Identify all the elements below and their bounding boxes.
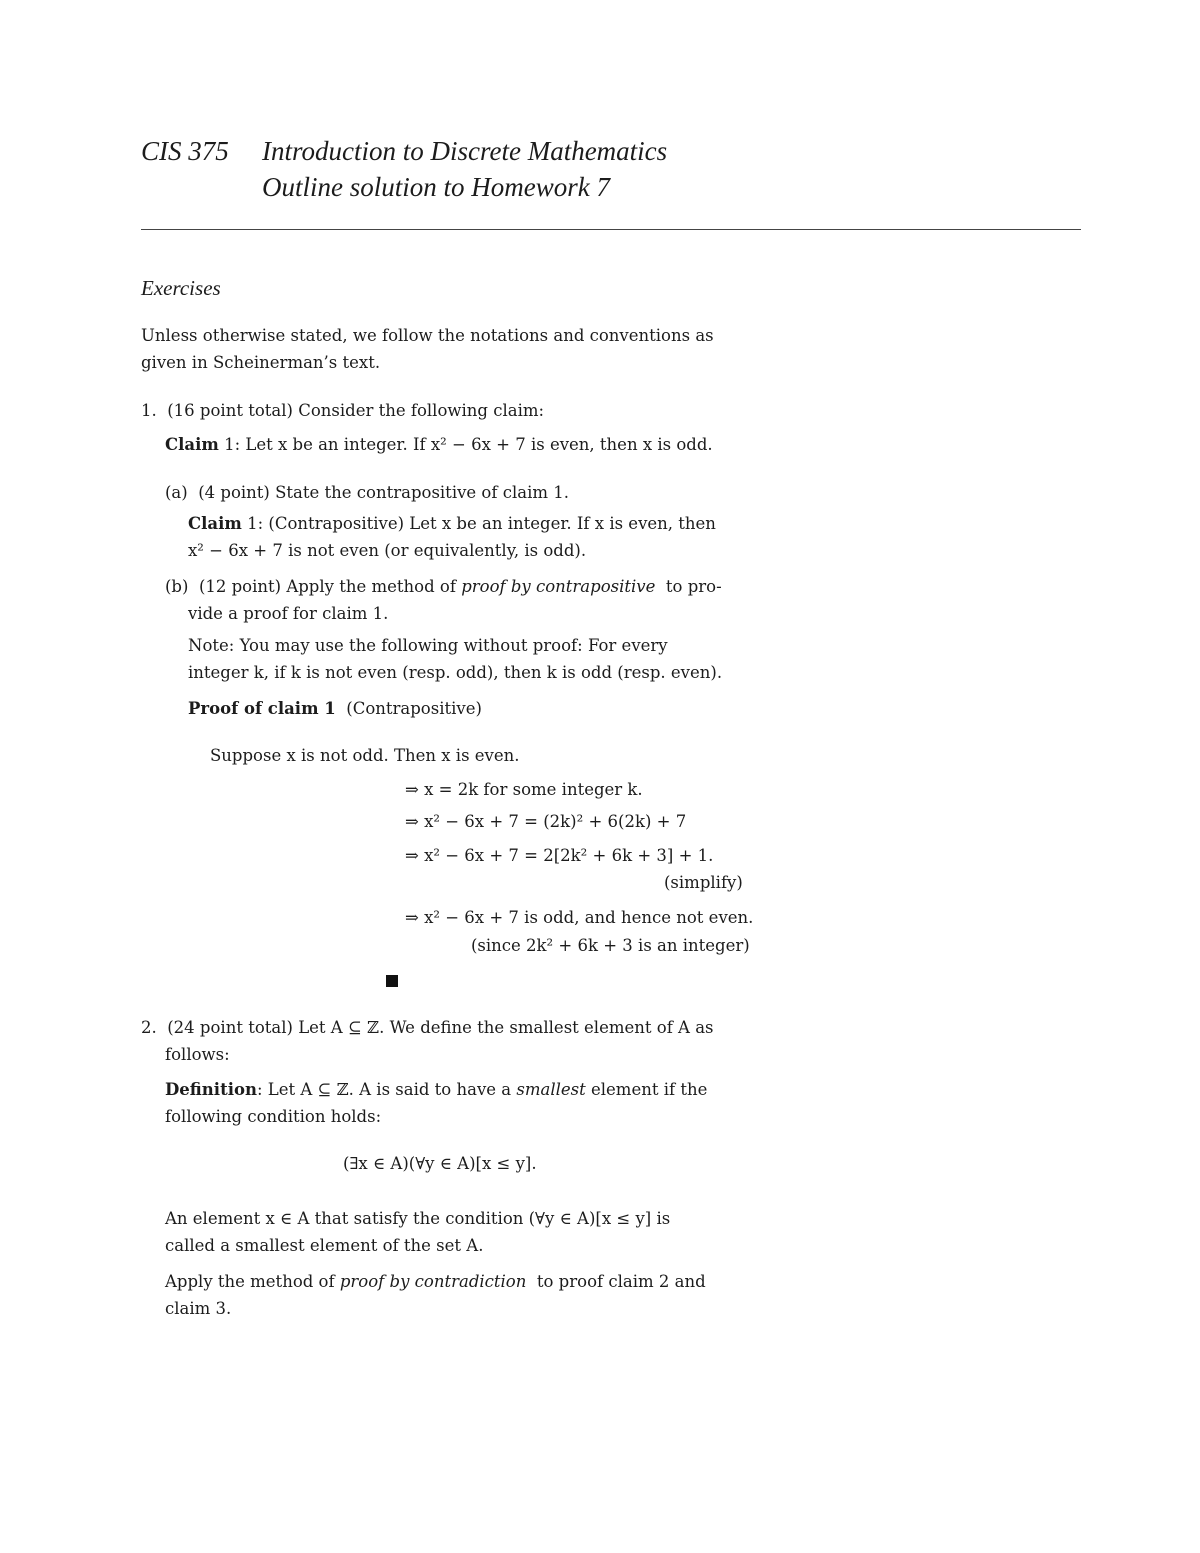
- element-line-1: An element x ∈ A that satisfy the condition (∀y ∈ A)[x ≤ y] is: [165, 1209, 671, 1228]
- problem-2-text: Let A ⊆ ℤ. We define the smallest element of A as: [298, 1018, 714, 1037]
- part-b-prompt-line-2: vide a proof for claim 1.: [188, 604, 389, 623]
- definition-word: smallest: [516, 1080, 586, 1099]
- proof-step-3: ⇒ x² − 6x + 7 = 2[2k² + 6k + 3] + 1.: [405, 846, 714, 865]
- part-b-prompt-line-1: [165, 577, 722, 596]
- proof-step-4: ⇒ x² − 6x + 7 is odd, and hence not even.: [405, 908, 754, 927]
- section-heading: Exercises: [141, 276, 221, 300]
- proof-step-2: ⇒ x² − 6x + 7 = (2k)² + 6(2k) + 7: [405, 812, 687, 831]
- apply-line-2: claim 3.: [165, 1299, 232, 1318]
- part-b-label: (b): [165, 577, 189, 596]
- part-b-method: proof by contrapositive: [461, 577, 656, 596]
- part-a-label: (a): [165, 483, 188, 502]
- proof-heading: [188, 699, 482, 718]
- proof-tag: (Contrapositive): [346, 699, 482, 718]
- problem-2-heading: [141, 1018, 714, 1037]
- element-line-2: called a smallest element of the set A.: [165, 1236, 484, 1255]
- problem-1-points: (16 point total): [167, 401, 293, 420]
- part-b-note-line-1: Note: You may use the following without proof: For every: [188, 636, 668, 655]
- problem-1-text: Consider the following claim:: [298, 401, 545, 420]
- definition-line-1: [165, 1080, 707, 1099]
- claim-1-label: Claim: [165, 435, 219, 454]
- proof-step-1: ⇒ x = 2k for some integer k.: [405, 780, 643, 799]
- part-b-note-line-2: integer k, if k is not even (resp. odd), then k is odd (resp. even).: [188, 663, 723, 682]
- part-b-text-post: to pro-: [665, 577, 722, 596]
- apply-method: proof by contradiction: [339, 1272, 527, 1291]
- apply-text-post: to proof claim 2 and: [536, 1272, 706, 1291]
- definition-text-post: element if the: [591, 1080, 708, 1099]
- claim-1: [165, 435, 713, 454]
- problem-2-points: (24 point total): [167, 1018, 293, 1037]
- definition-text-pre: : Let A ⊆ ℤ. A is said to have a: [256, 1080, 512, 1099]
- part-a-answer-line-2: x² − 6x + 7 is not even (or equivalently, is odd).: [188, 541, 587, 560]
- problem-1-heading: [141, 401, 544, 420]
- part-a-answer-text: 1: (Contrapositive) Let x be an integer. If x is even, then: [247, 514, 716, 533]
- part-a-answer-label: Claim: [188, 514, 242, 533]
- proof-label: Proof of claim 1: [188, 699, 336, 718]
- problem-1-number: 1.: [141, 401, 157, 420]
- proof-step-4-note: (since 2k² + 6k + 3 is an integer): [471, 936, 750, 955]
- definition-line-2: following condition holds:: [165, 1107, 382, 1126]
- proof-step-3-note: (simplify): [664, 873, 743, 892]
- document-subtitle: Outline solution to Homework 7: [262, 172, 610, 202]
- claim-1-text: 1: Let x be an integer. If x² − 6x + 7 is even, then x is odd.: [224, 435, 713, 454]
- part-a-prompt: [165, 483, 569, 502]
- header-divider: [141, 229, 1081, 230]
- apply-text-pre: Apply the method of: [165, 1272, 335, 1291]
- apply-line-1: [165, 1272, 706, 1291]
- intro-line-2: given in Scheinerman’s text.: [141, 353, 381, 372]
- problem-2-number: 2.: [141, 1018, 157, 1037]
- qed-square-icon: [386, 975, 398, 987]
- document-title: Introduction to Discrete Mathematics: [262, 136, 668, 166]
- problem-2-line-2: follows:: [165, 1045, 230, 1064]
- proof-suppose: Suppose x is not odd. Then x is even.: [210, 746, 520, 765]
- part-b-text-pre: (12 point) Apply the method of: [198, 577, 456, 596]
- intro-line-1: Unless otherwise stated, we follow the notations and conventions as: [141, 326, 714, 345]
- course-code: CIS 375: [141, 136, 229, 166]
- definition-condition: (∃x ∈ A)(∀y ∈ A)[x ≤ y].: [343, 1154, 537, 1173]
- part-a-answer-line-1: [188, 514, 716, 533]
- definition-label: Definition: [165, 1080, 257, 1099]
- part-a-text: (4 point) State the contrapositive of claim 1.: [198, 483, 569, 502]
